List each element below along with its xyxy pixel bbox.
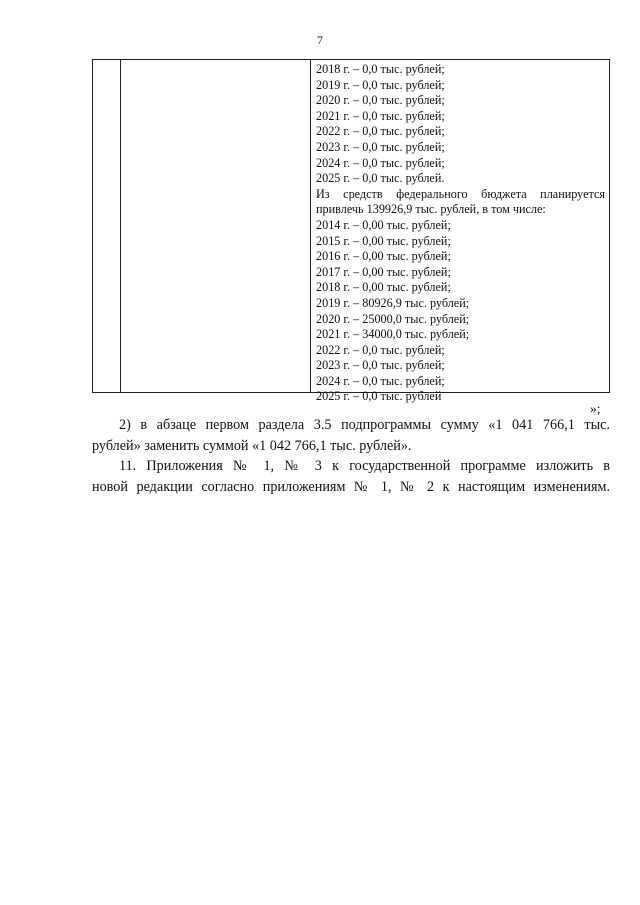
paragraph-line: новой редакции согласно приложениям № 1, № 2 к настоящим изменениям.: [92, 479, 610, 495]
federal-budget-total: привлечь 139926,9 тыс. рублей, в том числе:: [316, 202, 546, 217]
paragraph-line: рублей» заменить суммой «1 042 766,1 тыс. рублей».: [92, 438, 412, 454]
funding-table: [92, 59, 610, 404]
paragraph-line: 2) в абзаце первом раздела 3.5 подпрограммы сумму «1 041 766,1 тыс.: [119, 417, 610, 433]
funding-line: 2020 г. – 25000,0 тыс. рублей;: [316, 311, 470, 326]
funding-line: 2024 г. – 0,0 тыс. рублей;: [316, 155, 445, 170]
paragraph-item-11: [92, 456, 610, 498]
funding-line: 2025 г. – 0,0 тыс. рублей: [316, 389, 442, 404]
table-column-number: [93, 60, 121, 392]
funding-line: 2023 г. – 0,0 тыс. рублей;: [316, 358, 445, 373]
funding-line: 2018 г. – 0,0 тыс. рублей;: [316, 62, 445, 76]
closing-quote-mark: »;: [590, 401, 601, 416]
funding-line: 2021 г. – 0,0 тыс. рублей;: [316, 108, 445, 123]
funding-line: 2020 г. – 0,0 тыс. рублей;: [316, 93, 445, 108]
funding-line: 2023 г. – 0,0 тыс. рублей;: [316, 139, 445, 154]
funding-line: 2016 г. – 0,00 тыс. рублей;: [316, 249, 451, 264]
federal-budget-intro: Из средств федерального бюджета планируется: [316, 186, 605, 201]
funding-line: 2015 г. – 0,00 тыс. рублей;: [316, 233, 451, 248]
funding-line: 2018 г. – 0,00 тыс. рублей;: [316, 280, 451, 295]
paragraph-item-2: [92, 415, 610, 457]
funding-line: 2025 г. – 0,0 тыс. рублей.: [316, 171, 445, 186]
funding-line: 2019 г. – 80926,9 тыс. рублей;: [316, 295, 470, 310]
funding-line: 2019 г. – 0,0 тыс. рублей;: [316, 77, 445, 92]
table-column-funding: [311, 60, 609, 404]
table-column-title: [121, 60, 311, 392]
funding-line: 2022 г. – 0,0 тыс. рублей;: [316, 124, 445, 139]
funding-line: 2021 г. – 34000,0 тыс. рублей;: [316, 327, 470, 342]
page-number: 7: [317, 33, 323, 47]
funding-line: 2014 г. – 0,00 тыс. рублей;: [316, 217, 451, 232]
funding-line: 2022 г. – 0,0 тыс. рублей;: [316, 342, 445, 357]
paragraph-line: 11. Приложения № 1, № 3 к государственной программе изложить в: [119, 458, 610, 474]
funding-line: 2017 г. – 0,00 тыс. рублей;: [316, 264, 451, 279]
funding-line: 2024 г. – 0,0 тыс. рублей;: [316, 373, 445, 388]
